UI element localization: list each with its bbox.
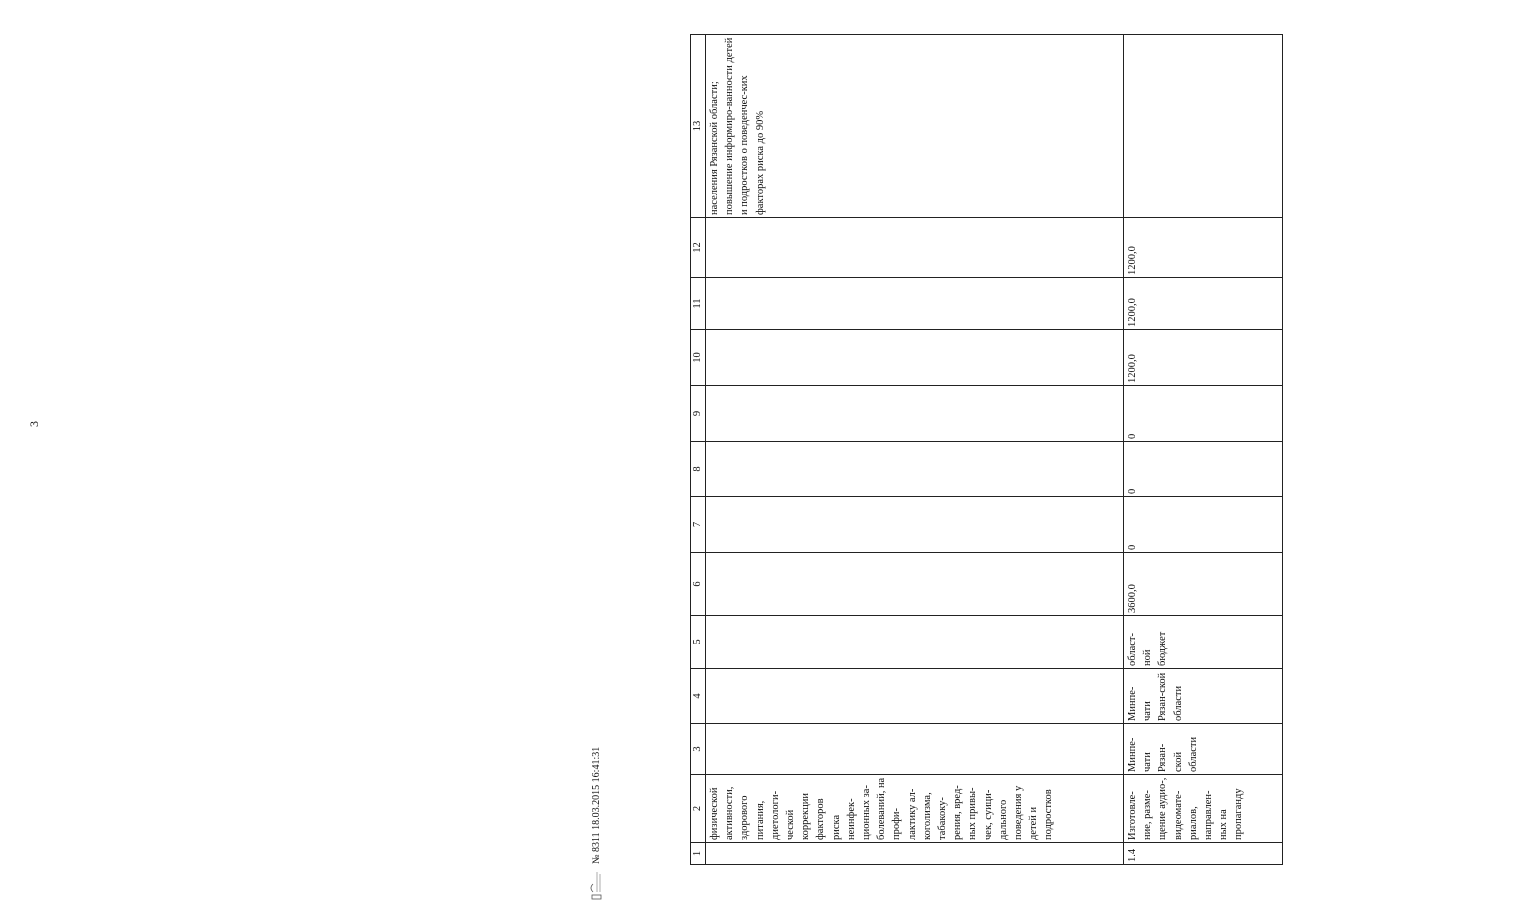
registration-stamp [586,600,606,900]
header-cell: 8 [691,442,706,497]
stamp-text: № 8311 18.03.2015 16:41:31 [590,746,602,864]
table-cell [706,442,1124,497]
table-cell [706,669,1124,724]
header-cell: 7 [691,497,706,553]
table-row [1124,35,1283,865]
header-cell: 9 [691,386,706,442]
table-cell [706,386,1124,442]
item-number-cell: 1.4 [1124,843,1283,865]
amount-cell: 1200,0 [1124,278,1283,330]
header-cell: 10 [691,330,706,386]
table-cell [706,553,1124,616]
funding-source-cell: област-ной бюджет [1124,616,1283,669]
header-cell: 3 [691,724,706,775]
header-cell: 4 [691,669,706,724]
executor-cell: Минпе-чати Рязан-ской области [1124,724,1283,775]
header-cell: 12 [691,218,706,278]
header-cell: 2 [691,775,706,843]
amount-cell: 1200,0 [1124,218,1283,278]
header-row [691,35,706,865]
executor-cell: Минпе-чати Рязан-ской области [1124,669,1283,724]
amount-cell: 0 [1124,442,1283,497]
table-cell [706,497,1124,553]
header-cell: 11 [691,278,706,330]
page-number: 3 [27,421,41,427]
activity-description-cell: физической активности, здорового питания, диетологи-ческой коррекции факторов риска неинфек-ционных за-болеваний, на профи-лактику ал-коголизма, табакоку-рения, вред-ных привы-чек, суици-дального поведения у детей и подростков [706,775,1124,843]
rotated-table-page [690,37,1520,865]
table-cell [706,278,1124,330]
header-cell: 13 [691,35,706,218]
total-amount-cell: 3600,0 [1124,553,1283,616]
amount-cell: 1200,0 [1124,330,1283,386]
table-cell [706,724,1124,775]
table-cell [706,218,1124,278]
table-row [706,35,1124,865]
header-cell: 1 [691,843,706,865]
activity-description-cell: Изготовле-ние, разме-щение аудио-, видеомате-риалов, направлен-ных на пропаганду [1124,775,1283,843]
stamp-logo-icon [589,870,603,900]
table-cell [1124,35,1283,218]
expected-result-cell: населения Рязанской области; повышение информиро-ванности детей и подростков о поведенчес-ких факторах риска до 90% [706,35,1124,218]
table-cell [706,330,1124,386]
amount-cell: 0 [1124,497,1283,553]
header-cell: 6 [691,553,706,616]
table-cell [706,843,1124,865]
header-cell: 5 [691,616,706,669]
program-table [690,34,1283,865]
amount-cell: 0 [1124,386,1283,442]
table-cell [706,616,1124,669]
